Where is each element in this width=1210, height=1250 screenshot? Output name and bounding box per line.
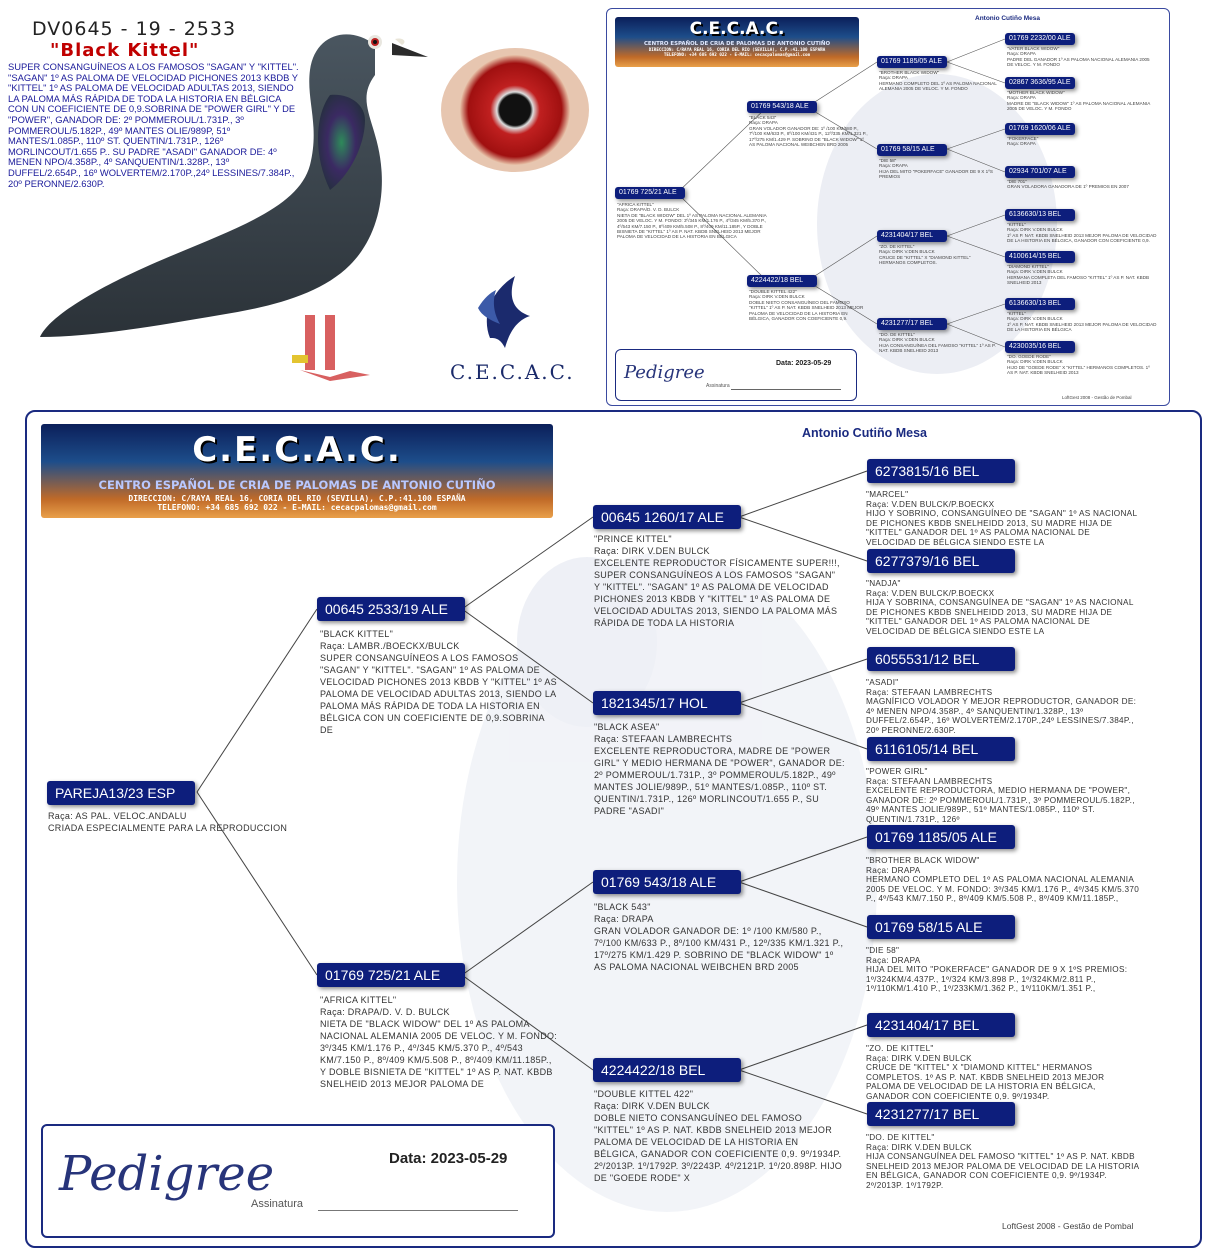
- ring-mfm[interactable]: 01769 58/15 ALE: [867, 915, 1015, 939]
- mini-info-g3: [1007, 136, 1157, 162]
- mini-info-g1-text: PADRE DEL GANADOR 1º AS PALOMA NACIONAL ALEMANIA 2005 DE VELOC. Y M. FONDO: [1007, 56, 1150, 68]
- mini-info-mfm-race: Raça: DRAPA: [879, 163, 908, 169]
- info-ff-race: Raça: DIRK V.DEN BULCK: [594, 546, 710, 556]
- info-mff-race: Raça: DRAPA: [866, 865, 921, 875]
- info-mmf-text: CRUCE DE "KITTEL" X "DIAMOND KITTEL" HERMANOS COMPLETOS. 1º AS P. NAT. KBDB SNELHEID 2013 MEJOR PALOMA DE VELOCIDAD DE LA HISTORIA EN BÉLGICA, GANADOR CON COEFICIENTE 0,9. 9º/1934P.: [866, 1063, 1105, 1101]
- mini-ring-g8[interactable]: 4230035/16 BEL: [1005, 341, 1075, 353]
- mini-pedigree-preview: [606, 8, 1170, 406]
- mini-banner-contact: TELEFONO: +34 685 692 022 - E-MAIL: cecacpalomas@gmail.com: [663, 52, 811, 57]
- info-mother: [320, 994, 560, 1116]
- mini-signature-line[interactable]: [731, 389, 841, 390]
- info-mm-text: DOBLE NIETO CONSANGUÍNEO DEL FAMOSO "KITTEL" 1º AS P. NAT. KBDB SNELHEID 2013 MEJOR PALOMA DE VELOCIDAD DE LA HISTORIA EN BÉLGICA, GANADOR CON COEFICIENTE 0,9. 9º/1934P. 2º/2013P. 1º/1792P. 3º/2243P. 4º/2121P. 1º/20.898P. HIJO DE "GOEDE RODE" X: [594, 1113, 843, 1183]
- info-mother-race: Raça: DRAPA/D. V. D. BULCK: [320, 1007, 450, 1017]
- info-mmm-text: HIJA CONSANGUÍNEA DEL FAMOSO "KITTEL" 1º AS P. NAT. KBDB SNELHEID 2013 MEJOR PALOMA DE VELOCIDAD DE LA HISTORIA EN BÉLGICA, GANADOR CON COEFICIENTE 0,9. 9º/1934P. 2º/2013P. 1º/1792P.: [866, 1152, 1139, 1190]
- info-mmf: [866, 1044, 1141, 1104]
- info-mf-text: GRAN VOLADOR GANADOR DE: 1º /100 KM/580 P., 7º/100 KM/633 P., 8º/100 KM/431 P., 12º/335 KM/1.321 P., 17º/275 KM/1.429 P. SOBRINO DE "BLACK WIDOW" 1º AS PALOMA NACIONAL WEIBCHEN BRD 2005: [594, 926, 844, 972]
- mini-info-mmm-text: HIJA CONSANGUÍNEA DEL FAMOSO "KITTEL" 1º AS P. NAT. KBDB SNELHEID 2013: [879, 342, 996, 354]
- ring-fmm[interactable]: 6116105/14 BEL: [867, 737, 1015, 761]
- mini-info-mf-race: Raça: DRAPA: [749, 120, 778, 126]
- main-banner-address: DIRECCION: C/RAYA REAL 16, CORIA DEL RIO (SEVILLA), C.P.:41.100 ESPAÑA: [128, 494, 466, 503]
- info-fff: [866, 490, 1141, 550]
- mini-info-g2-text: MADRE DE "BLACK WIDOW" 1º AS PALOMA NACIONAL ALEMANIA 2005 DE VELOC. Y M. FONDO: [1007, 100, 1151, 112]
- mini-ring-mf[interactable]: 01769 543/18 ALE: [747, 101, 817, 113]
- mini-info-mff: [879, 70, 997, 130]
- info-fm: [594, 721, 849, 843]
- mini-owner-name: Antonio Cutiño Mesa: [975, 15, 1040, 22]
- mini-info-g2-race: Raça: DRAPA: [1007, 95, 1036, 101]
- info-mf-name: "BLACK 543": [594, 902, 651, 912]
- mini-info-g6-race: Raça: DIRK V.DEN BULCK: [1007, 269, 1063, 275]
- mini-info-mf-text: GRAN VOLADOR GANADOR DE: 1º /100 KM/580 P., 7º/100 KM/633 P., 8º/100 KM/431 P., 12º/335 KM/1.321 P., 17º/275 KM/1.429 P. SOBRINO DE "BLACK WIDOW" 1º AS PALOMA NACIONAL WEIBCHEN BRD 2005: [749, 125, 868, 148]
- mini-ring-g7[interactable]: 6136630/13 BEL: [1005, 298, 1075, 310]
- mini-info-mmm-race: Raça: DIRK V.DEN BULCK: [879, 337, 935, 343]
- mini-info-g6-name: "DIAMOND KITTEL": [1007, 264, 1049, 269]
- info-mf-race: Raça: DRAPA: [594, 914, 654, 924]
- pigeon-photo: [30, 15, 440, 395]
- mini-info-g1: [1007, 46, 1157, 76]
- main-banner-contact: TELEFONO: +34 685 692 022 - E-MAIL: cecacpalomas@gmail.com: [157, 503, 437, 512]
- ring-subject[interactable]: PAREJA13/23 ESP: [47, 781, 195, 805]
- mini-info-mfm-name: "DIE 58": [879, 158, 897, 163]
- info-fm-text: EXCELENTE REPRODUCTORA, MADRE DE "POWER GIRL" Y MEDIO HERMANA DE "POWER", GANADOR DE: 2º POMMEROUL/1.731P., 3º POMMEROUL/5.182P., 49º MANTES JOLIE/989P., 51º MANTES/1.085P., 110º ST. QUENTIN/1.731P., 126º MORLINCOUT/1.655 P., SU PADRE "ASADI": [594, 746, 845, 816]
- mini-info-mm-name: "DOUBLE KITTEL 422": [749, 289, 797, 294]
- pigeon-eye-photo: [438, 45, 593, 175]
- owner-name: Antonio Cutiño Mesa: [802, 426, 927, 440]
- mini-info-mfm: [879, 158, 997, 218]
- mini-date: Data: 2023-05-29: [776, 360, 832, 367]
- main-banner: [41, 424, 553, 518]
- info-fmm-name: "POWER GIRL": [866, 767, 928, 776]
- info-ff: [594, 533, 844, 655]
- info-mother-text: NIETA DE "BLACK WIDOW" DEL 1º AS PALOMA NACIONAL ALEMANIA 2005 DE VELOC. Y M. FONDO: 3º/345 KM/1.176 P., 4º/345 KM/5.370 P., 4º/543 KM/7.150 P., 8º/409 KM/5.508 P., 8º/409 KM/11.185P., Y DOBLE BISNIETA DE "KITTEL" 1º AS P. NAT. KBDB SNELHEID 2013 MEJOR PALOMA DE: [320, 1019, 558, 1089]
- mini-info-g2-name: "MOTHER BLACK WIDOW": [1007, 90, 1065, 95]
- info-mfm: [866, 946, 1141, 1006]
- mini-info-g1-name: "VATER BLACK WIDOW": [1007, 46, 1060, 51]
- info-ffm-text: HIJA Y SOBRINA, CONSANGUÍNEA DE "SAGAN" 1º AS NACIONAL DE PICHONES KBDB SNELHEIDD 2013, SU MADRE HIJA DE "KITTEL" GANADOR DEL 1º AS PALOMA NACIONAL DE VELOCIDAD DE BÉLGICA SIENDO ESTE LA: [866, 598, 1134, 636]
- info-subject-text: CRIADA ESPECIALMENTE PARA LA REPRODUCCION: [48, 823, 288, 833]
- mini-info-g5-race: Raça: DIRK V.DEN BULCK: [1007, 227, 1063, 233]
- info-fmf-name: "ASADI": [866, 678, 899, 687]
- info-fff-race: Raça: V.DEN BULCK/P.BOECKX: [866, 499, 995, 509]
- mini-ring-mfm[interactable]: 01769 58/15 ALE: [877, 144, 947, 156]
- ring-fff[interactable]: 6273815/16 BEL: [867, 459, 1015, 483]
- mini-ring-g6[interactable]: 4100614/15 BEL: [1005, 251, 1075, 263]
- info-fmf-text: MAGNÍFICO VOLADOR Y MEJOR REPRODUCTOR, GANADOR DE: 4º MENEN NPO/4.358P., 4º SANQUENTIN/1.328P., 13º DUFFEL/2.654P., 16º WOLVERTEM/2.170P.,24º LESSINES/7.384P., 20º PERONNE/2.630P.: [866, 697, 1137, 735]
- mini-info-g8-name: "DO. GOEDE RODE": [1007, 354, 1051, 359]
- ring-fmf[interactable]: 6055531/12 BEL: [867, 647, 1015, 671]
- mini-software-credit: LoftGest 2008 - Gestão de Pombal: [1062, 395, 1132, 400]
- info-mmm-race: Raça: DIRK V.DEN BULCK: [866, 1142, 972, 1152]
- mini-info-g4-text: GRAN VOLADORA GANADORA DE 1º PREMIOS EN 2007: [1007, 184, 1129, 190]
- mini-info-mother-name: "AFRICA KITTEL": [617, 202, 654, 207]
- mini-info-g2: [1007, 90, 1157, 120]
- bird-ring-id: DV0645 - 19 - 2533: [32, 18, 237, 40]
- mini-info-mmf: [879, 244, 997, 304]
- mini-info-g3-name: "POKERFACE": [1007, 136, 1039, 141]
- mini-info-mmf-name: "ZO. DE KITTEL": [879, 244, 915, 249]
- mini-banner-address: DIRECCION: C/RAYA REAL 16, CORIA DEL RIO (SEVILLA), C.P.:41.100 ESPAÑA: [648, 47, 826, 52]
- pedigree-logo: Pedigree: [59, 1146, 275, 1202]
- info-father-race: Raça: LAMBR./BOECKX/BULCK: [320, 641, 460, 651]
- info-mfm-name: "DIE 58": [866, 946, 900, 955]
- info-fmm: [866, 767, 1141, 827]
- mini-ring-g5[interactable]: 6136630/13 BEL: [1005, 209, 1075, 221]
- mini-ring-g3[interactable]: 01769 1620/06 ALE: [1005, 123, 1075, 135]
- mini-info-mm-text: DOBLE NIETO CONSANGUÍNEO DEL FAMOSO "KITTEL" 1º AS P. NAT. KBDB SNELHEID 2013 MEJOR PALOMA DE VELOCIDAD DE LA HISTORIA EN BÉLGICA, GANADOR CON COEFICIENTE 0,9.: [749, 299, 864, 322]
- mini-info-g8: [1007, 354, 1157, 388]
- mini-info-g7-name: "KITTEL": [1007, 311, 1026, 316]
- ring-fm[interactable]: 1821345/17 HOL: [593, 691, 741, 715]
- signature-label: Assinatura: [251, 1198, 303, 1210]
- info-fm-race: Raça: STEFAAN LAMBRECHTS: [594, 734, 733, 744]
- info-mmm: [866, 1133, 1141, 1193]
- mini-info-g5-name: "KITTEL": [1007, 222, 1026, 227]
- ring-ffm[interactable]: 6277379/16 BEL: [867, 549, 1015, 573]
- mini-pedigree-logo: Pedigree: [624, 362, 705, 383]
- mini-info-g3-race: Raça: DRAPA: [1007, 141, 1036, 147]
- info-father: [320, 628, 560, 750]
- mini-info-g5-text: 1º AS P. NAT. KBDB SNELHEID 2013 MEJOR PALOMA DE VELOCIDAD DE LA HISTORIA EN BÉLGICA, GANADOR CON COEFICIENTE 0,9.: [1007, 232, 1157, 244]
- info-fm-name: "BLACK ASEA": [594, 722, 660, 732]
- ring-father[interactable]: 00645 2533/19 ALE: [317, 597, 465, 621]
- mini-ring-g1[interactable]: 01769 2232/00 ALE: [1005, 33, 1075, 45]
- info-father-name: "BLACK KITTEL": [320, 629, 394, 639]
- mini-signature-label: Assinatura: [706, 383, 730, 389]
- mini-info-g7-race: Raça: DIRK V.DEN BULCK: [1007, 316, 1063, 322]
- mini-info-mmf-text: CRUCE DE "KITTEL" X "DIAMOND KITTEL" HERMANOS COMPLETOS.: [879, 254, 971, 266]
- mini-info-g5: [1007, 222, 1157, 252]
- info-mfm-text: HIJA DEL MITO "POKERFACE" GANADOR DE 9 X 1ºS PREMIOS: 1º/324KM/4.437P., 1º/324 KM/3.898 P., 1º/324KM/2.811 P., 1º/110KM/1.410 P., 1º/233KM/1.362 P., 1º/110KM/1.351 P.,: [866, 965, 1128, 994]
- mini-info-g4: [1007, 179, 1157, 209]
- info-fff-text: HIJO Y SOBRINO, CONSANGUÍNEO DE "SAGAN" 1º AS NACIONAL DE PICHONES KBDB SNELHEIDD 2013, SU MADRE HIJA DE "KITTEL" GANADOR DEL 1º AS PALOMA NACIONAL DE VELOCIDAD DE BÉLGICA SIENDO ESTE LA: [866, 509, 1137, 547]
- info-mfm-race: Raça: DRAPA: [866, 955, 921, 965]
- pedigree-footer-box: [41, 1124, 555, 1238]
- ring-mmm[interactable]: 4231277/17 BEL: [867, 1102, 1015, 1126]
- info-subject-race: Raça: AS PAL. VELOC.ANDALU: [48, 811, 187, 821]
- mini-info-mfm-text: HIJA DEL MITO "POKERFACE" GANADOR DE 9 X 1ºS PREMIOS: [879, 168, 993, 180]
- info-mm-race: Raça: DIRK V.DEN BULCK: [594, 1101, 710, 1111]
- info-mm-name: "DOUBLE KITTEL 422": [594, 1089, 694, 1099]
- mini-info-mf-name: "BLACK 543": [749, 115, 777, 120]
- info-mmf-name: "ZO. DE KITTEL": [866, 1044, 934, 1053]
- ring-ff[interactable]: 00645 1260/17 ALE: [593, 505, 741, 529]
- bird-name: "Black Kittel": [50, 40, 200, 61]
- mini-ring-mff[interactable]: 01769 1185/05 ALE: [877, 56, 947, 68]
- mini-pedigree-footer-box: [615, 349, 857, 401]
- mini-banner-subtitle: CENTRO ESPAÑOL DE CRIA DE PALOMAS DE ANTONIO CUTIÑO: [643, 41, 831, 47]
- dove-logo-icon: [470, 268, 540, 358]
- bird-description: SUPER CONSANGUÍNEOS A LOS FAMOSOS "SAGAN" Y "KITTEL". "SAGAN" 1º AS PALOMA DE VELOCIDAD PICHONES 2013 KBDB Y "KITTEL" 1º AS PALOMA DE VELOCIDAD ADULTAS 2013, SIENDO LA PALOMA MÁS RÁPIDA DE TODA LA HISTORIA EN BÉLGICA CON UN COEFICIENTE DE 0,9.SOBRINA DE "POWER GIRL" Y DE "POWER", GANADOR DE: 2º POMMEROUL/1.731P., 3º POMMEROUL/5.182P., 49º MANTES OLIE/989P, 51º MANTES/1.085P., 110º ST. QUENTIN/1.731P., 126º MORLINCOUT/1.655 P.. SU PADRE "ASADI" GANADOR DE: 4º MENEN NPO/4.358P., 4º SANQUENTIN/1.328P., 13º DUFFEL/2.654P., 16º WOLVERTEM/2.170P.,24º LESSINES/7.384P., 20º PERONNE/2.630P.: [8, 61, 299, 189]
- info-mmm-name: "DO. DE KITTEL": [866, 1133, 935, 1142]
- mini-info-g4-name: "DIE 701": [1007, 179, 1027, 184]
- mini-info-mother: [617, 202, 767, 272]
- mini-ring-mm[interactable]: 4224422/18 BEL: [747, 275, 817, 287]
- mini-ring-mmm[interactable]: 4231277/17 BEL: [877, 318, 947, 330]
- info-ff-name: "PRINCE KITTEL": [594, 534, 672, 544]
- main-banner-subtitle: CENTRO ESPAÑOL DE CRIA DE PALOMAS DE ANTONIO CUTIÑO: [98, 478, 496, 492]
- mini-ring-g4[interactable]: 02934 701/07 ALE: [1005, 166, 1075, 178]
- mini-info-mmm: [879, 332, 997, 392]
- mini-info-mff-name: "BROTHER BLACK WIDOW": [879, 70, 940, 75]
- ring-mff[interactable]: 01769 1185/05 ALE: [867, 825, 1015, 849]
- info-mmf-race: Raça: DIRK V.DEN BULCK: [866, 1053, 972, 1063]
- mini-info-mm-race: Raça: DIRK V.DEN BULCK: [749, 294, 805, 300]
- main-pedigree: [25, 410, 1202, 1248]
- mini-info-g8-text: HIJO DE "GOEDE RODE" X "KITTEL" HERMANOS COMPLETOS. 1º AS P. NAT. KBDB SNELHEID 2013: [1007, 364, 1150, 376]
- mini-info-mother-text: NIETA DE "BLACK WIDOW" DEL 1º AS PALOMA NACIONAL ALEMANIA 2005 DE VELOC. Y M. FONDO: 3º/345 KM/1.176 P., 4º/345 KM/5.370 P., 4º/543 KM/7.150 P., 8º/409 KM/5.508 P., 8º/409 KM/11.185P., Y DOBLE BISNIETA DE "KITTEL" 1º AS P. NAT. KBDB SNELHEID 2013 MEJOR PALOMA DE VELOCIDAD DE LA HISTORIA EN BÉLGICA: [617, 212, 767, 240]
- mini-info-g6: [1007, 264, 1157, 294]
- mini-info-mother-race: Raça: DRAPA/D. V. D. BULCK: [617, 207, 680, 213]
- info-fmm-text: EXCELENTE REPRODUCTORA, MEDIO HERMANA DE "POWER", GANADOR DE: 2º POMMEROUL/1.731P., 3º POMMEROUL/5.182P., 49º MANTES JOLIE/989P., 51º MANTES/1.085P., 110º ST. QUENTIN/1.731P., 126º: [866, 786, 1135, 824]
- info-fff-name: "MARCEL": [866, 490, 909, 499]
- info-mm: [594, 1088, 844, 1210]
- info-fmf-race: Raça: STEFAAN LAMBRECHTS: [866, 687, 993, 697]
- pedigree-date: Data: 2023-05-29: [389, 1150, 508, 1167]
- mini-info-mmm-name: "DO. DE KITTEL": [879, 332, 915, 337]
- info-ff-text: EXCELENTE REPRODUCTOR FÍSICAMENTE SUPER!!!, SUPER CONSANGUÍNEOS A LOS FAMOSOS "SAGAN" Y "KITTEL". "SAGAN" 1º AS PALOMA DE VELOCIDAD PICHONES 2013 KBDB Y "KITTEL" 1º AS PALOMA DE VELOCIDAD ADULTAS 2013, SIENDO LA PALOMA MÁS RÁPIDA DE TODA LA HISTORIA: [594, 558, 840, 628]
- mini-ring-mother[interactable]: 01769 725/21 ALE: [615, 187, 685, 199]
- mini-info-mmf-race: Raça: DIRK V.DEN BULCK: [879, 249, 935, 255]
- mini-ring-mmf[interactable]: 4231404/17 BEL: [877, 230, 947, 242]
- mini-info-g8-race: Raça: DIRK V.DEN BULCK: [1007, 359, 1063, 365]
- mini-info-g6-text: HERMANA COMPLETA DEL FAMOSO "KITTEL" 1º AS P. NAT. KBDB SNELHEID 2013: [1007, 274, 1150, 286]
- mini-ring-g2[interactable]: 02867 3636/95 ALE: [1005, 77, 1075, 89]
- mini-banner-title: C.E.C.A.C.: [689, 19, 785, 39]
- main-banner-title: C.E.C.A.C.: [192, 430, 402, 470]
- mini-info-g1-race: Raça: DRAPA: [1007, 51, 1036, 57]
- info-mother-name: "AFRICA KITTEL": [320, 995, 397, 1005]
- ring-mf[interactable]: 01769 543/18 ALE: [593, 870, 741, 894]
- mini-info-mf: [749, 115, 869, 167]
- info-subject: [48, 810, 343, 844]
- info-mff-text: HERMANO COMPLETO DEL 1º AS PALOMA NACIONAL ALEMANIA 2005 DE VELOC. Y M. FONDO: 3º/345 KM/1.176 P., 4º/345 KM/5.370 P., 4º/543 KM/7.150 P., 8º/409 KM/5.508 P., 8º/409 KM/11.185P.,: [866, 875, 1140, 904]
- info-ffm: [866, 579, 1141, 639]
- ring-mm[interactable]: 4224422/18 BEL: [593, 1058, 741, 1082]
- info-ffm-race: Raça: V.DEN BULCK/P.BOECKX: [866, 588, 995, 598]
- info-mff-name: "BROTHER BLACK WIDOW": [866, 856, 980, 865]
- mini-info-mff-race: Raça: DRAPA: [879, 75, 908, 81]
- mini-info-mff-text: HERMANO COMPLETO DEL 1º AS PALOMA NACIONAL ALEMANIA 2005 DE VELOC. Y M. FONDO: [879, 80, 997, 92]
- mini-banner: [615, 17, 859, 67]
- info-mff: [866, 856, 1141, 916]
- mini-info-g7: [1007, 311, 1157, 341]
- mini-info-mm: [749, 289, 869, 349]
- software-credit: LoftGest 2008 - Gestão de Pombal: [1002, 1221, 1134, 1231]
- info-ffm-name: "NADJA": [866, 579, 901, 588]
- ring-mother[interactable]: 01769 725/21 ALE: [317, 963, 465, 987]
- info-fmm-race: Raça: STEFAAN LAMBRECHTS: [866, 776, 993, 786]
- mini-info-g7-text: 1º AS P. NAT. KBDB SNELHEID 2013 MEJOR PALOMA DE VELOCIDAD DE LA HISTORIA EN BÉLGICA: [1007, 321, 1157, 333]
- info-mf: [594, 901, 844, 1001]
- info-fmf: [866, 678, 1141, 738]
- ring-mmf[interactable]: 4231404/17 BEL: [867, 1013, 1015, 1037]
- info-father-text: SUPER CONSANGUÍNEOS A LOS FAMOSOS "SAGAN" Y "KITTEL". "SAGAN" 1º AS PALOMA DE VELOCIDAD PICHONES 2013 KBDB Y "KITTEL" 1º AS PALOMA DE VELOCIDAD ADULTAS 2013, SIENDO LA PALOMA MÁS RÁPIDA DE TODA LA HISTORIA EN BÉLGICA CON UN COEFICIENTE DE 0,9.SOBRINA DE: [320, 653, 557, 735]
- brand-logo-text: C.E.C.A.C.: [450, 360, 575, 384]
- signature-line[interactable]: [318, 1210, 518, 1211]
